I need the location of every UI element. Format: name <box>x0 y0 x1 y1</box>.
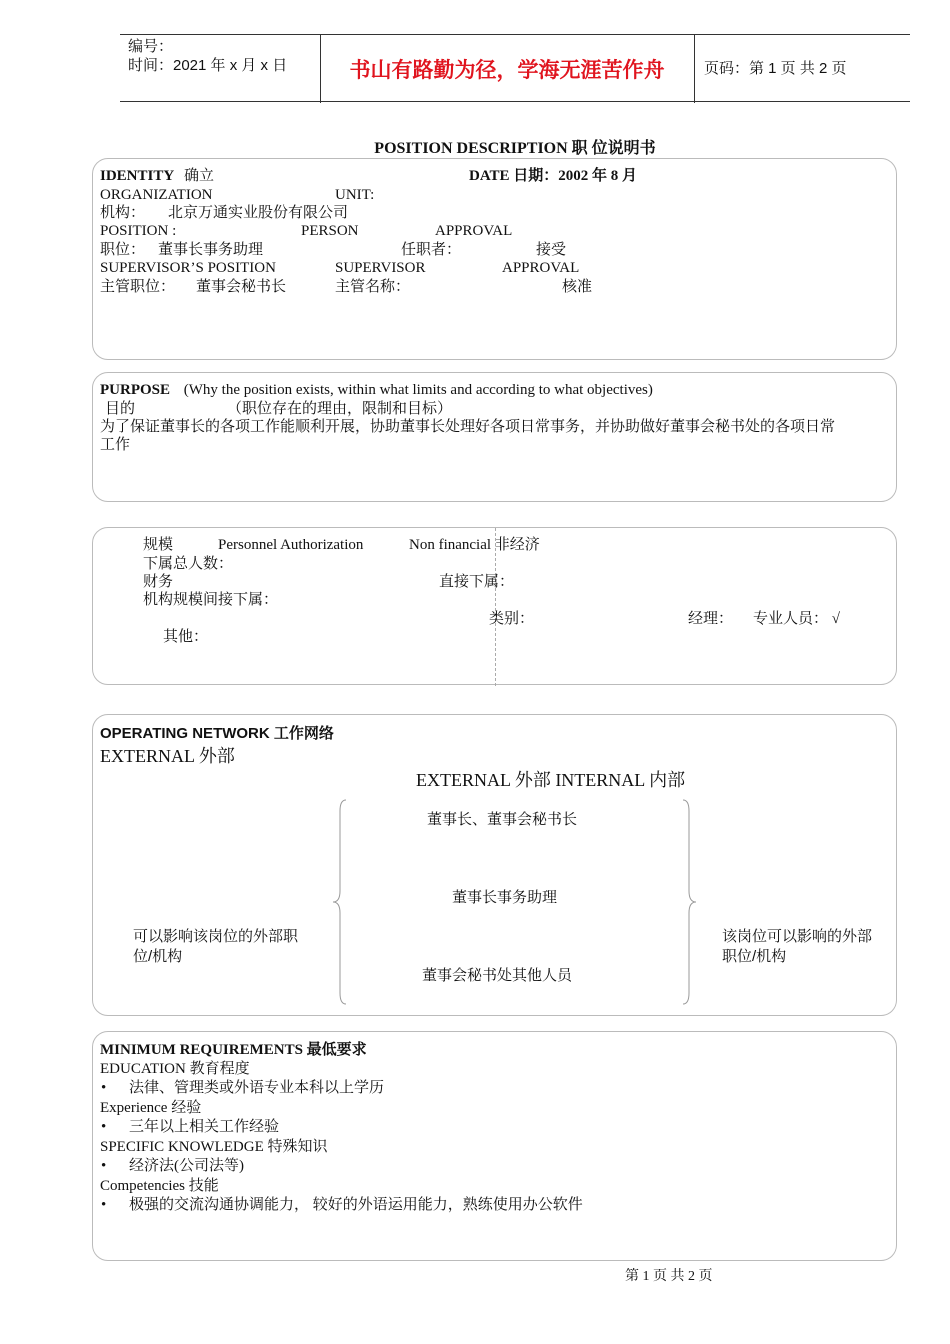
education-item: • 法律、管理类或外语专业本科以上学历 <box>129 1079 384 1097</box>
network-node-top: 董事长、董事会秘书长 <box>427 812 578 828</box>
identity-section <box>92 158 897 360</box>
incumbent-label: 任职者： <box>401 242 462 258</box>
header-meta <box>128 37 318 75</box>
network-node-middle: 董事长事务助理 <box>452 890 558 906</box>
education-label: EDUCATION 教育程度 <box>100 1061 250 1077</box>
position-label: POSITION : <box>100 223 177 239</box>
number-label: 编号： <box>128 38 174 55</box>
experience-label: Experience 经验 <box>100 1100 202 1116</box>
experience-item: • 三年以上相关工作经验 <box>129 1118 279 1136</box>
competencies-item: • 极强的交流沟通协调能力， 较好的外语运用能力，熟练使用办公软件 <box>129 1196 583 1214</box>
approval2-label: APPROVAL <box>502 260 580 276</box>
accept-label: 接受 <box>536 242 567 258</box>
header-motto: 书山有路勤为径，学海无涯苦作舟 <box>349 58 665 82</box>
network-external-internal-label: EXTERNAL 外部 INTERNAL 内部 <box>416 770 686 790</box>
external-influencers-label: 可以影响该岗位的外部职位/机构 <box>133 928 299 965</box>
scale-section <box>92 527 897 685</box>
page-footer: 第 1 页 共 2 页 <box>625 1269 713 1284</box>
position-cn-label: 职位： <box>100 242 146 258</box>
left-brace <box>331 799 347 1005</box>
position-value: 董事长事务助理 <box>158 242 264 258</box>
unit-label: UNIT: <box>335 187 375 203</box>
approval-label: APPROVAL <box>435 223 513 239</box>
category-label: 类别： <box>489 611 535 627</box>
person-label: PERSON <box>301 223 359 239</box>
operating-network-section <box>92 714 897 1016</box>
total-subordinates-label: 下属总人数： <box>143 556 234 572</box>
document-header <box>120 34 910 102</box>
network-heading: OPERATING NETWORK 工作网络 <box>100 725 334 742</box>
org-value: 北京万通实业股份有限公司 <box>168 205 349 221</box>
purpose-text-cont: 工作 <box>100 437 131 453</box>
purpose-heading-cn: 目的 <box>105 401 136 417</box>
non-financial-label: Non financial 非经济 <box>409 537 540 553</box>
document-title: POSITION DESCRIPTION 职 位说明书 <box>374 140 656 157</box>
purpose-heading: PURPOSE <box>100 382 171 398</box>
identity-heading-cn: 确立 <box>183 168 214 184</box>
scale-label: 规模 <box>143 537 174 553</box>
supervisor-position-label: SUPERVISOR’S POSITION <box>100 260 276 276</box>
network-external-label: EXTERNAL 外部 <box>100 746 235 766</box>
right-brace <box>682 799 698 1005</box>
manager-label: 经理： <box>688 611 734 627</box>
header-page-info: 页码：第 1 页 共 2 页 <box>704 60 847 77</box>
professional-label: 专业人员： √ <box>753 611 840 627</box>
knowledge-label: SPECIFIC KNOWLEDGE 特殊知识 <box>100 1139 328 1155</box>
supervisor-position-value: 董事会秘书长 <box>196 279 287 295</box>
purpose-heading-cn-note: （职位存在的理由，限制和目标） <box>227 401 453 417</box>
header-divider <box>694 35 695 103</box>
date-field: DATE 日期：2002 年 8 月 <box>469 168 638 184</box>
indirect-subordinates-label: 机构规模间接下属： <box>143 592 279 608</box>
org-label: ORGANIZATION <box>100 187 213 203</box>
supervisor-label: SUPERVISOR <box>335 260 426 276</box>
purpose-section <box>92 372 897 502</box>
external-influenced-label: 该岗位可以影响的外部职位/机构 <box>722 928 873 965</box>
competencies-label: Competencies 技能 <box>100 1178 219 1194</box>
other-label: 其他： <box>163 629 209 645</box>
time-label: 时间：2021 年 x 月 x 日 <box>128 57 288 74</box>
approve-label: 核准 <box>562 279 593 295</box>
knowledge-item: • 经济法(公司法等) <box>129 1157 244 1175</box>
supervisor-position-cn-label: 主管职位： <box>100 279 176 295</box>
direct-subordinates-label: 直接下属： <box>439 574 515 590</box>
purpose-text: 为了保证董事长的各项工作能顺利开展，协助董事长处理好各项日常事务，并协助做好董事会秘书处的各项日常 <box>100 419 836 435</box>
org-cn-label: 机构： <box>100 205 146 221</box>
purpose-heading-note: (Why the position exists, within what limits and according to what objectives) <box>183 382 653 398</box>
network-node-bottom: 董事会秘书处其他人员 <box>422 968 573 984</box>
requirements-heading: MINIMUM REQUIREMENTS 最低要求 <box>100 1042 367 1058</box>
identity-heading: IDENTITY <box>100 168 175 184</box>
personnel-authorization-label: Personnel Authorization <box>218 537 364 553</box>
supervisor-name-label: 主管名称： <box>335 279 411 295</box>
requirements-section <box>92 1031 897 1261</box>
finance-label: 财务 <box>143 574 174 590</box>
